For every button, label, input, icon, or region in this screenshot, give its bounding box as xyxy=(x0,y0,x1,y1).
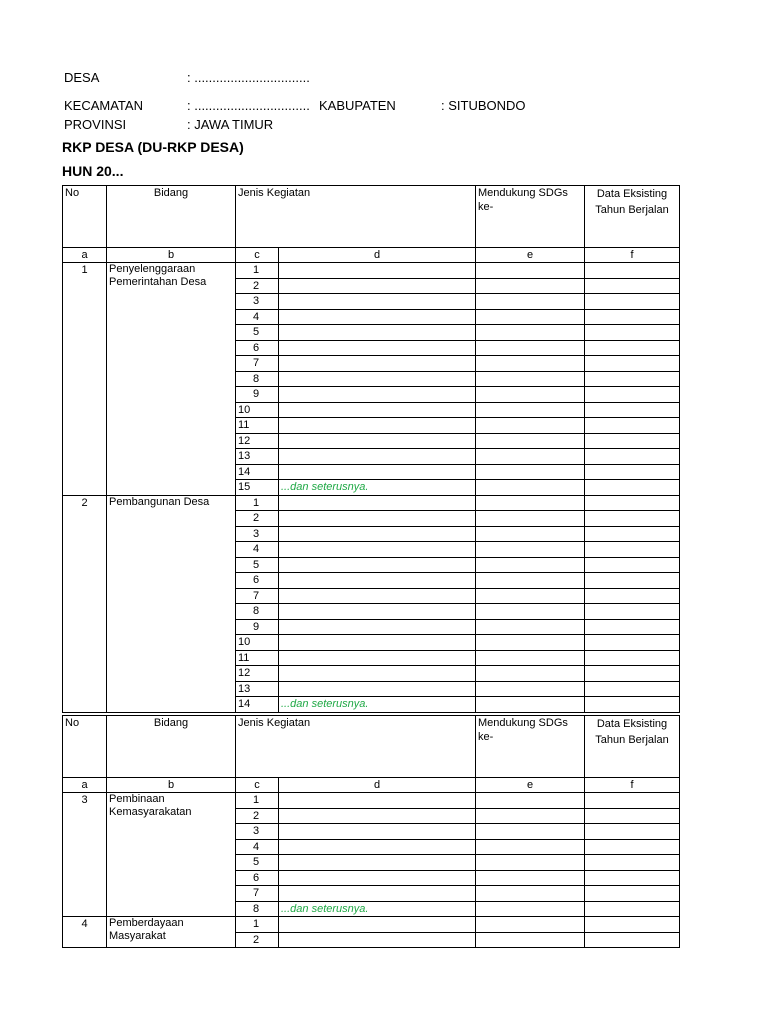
kegiatan-cell xyxy=(279,870,476,886)
kegiatan-cell xyxy=(279,402,476,418)
data-eksisting-cell xyxy=(585,263,680,279)
column-letter: a xyxy=(63,248,107,263)
document-title: RKP DESA (DU-RKP DESA) xyxy=(62,139,244,155)
row-number: 8 xyxy=(236,371,279,387)
kegiatan-cell xyxy=(279,588,476,604)
data-eksisting-cell xyxy=(585,870,680,886)
data-eksisting-cell xyxy=(585,681,680,697)
section-bidang: Pembinaan Kemasyarakatan xyxy=(107,793,236,917)
col-header-jenis-kegiatan: Jenis Kegiatan xyxy=(236,186,476,248)
kegiatan-cell xyxy=(279,886,476,902)
rkp-table-part-1 xyxy=(62,185,680,713)
rkp-table-part-2 xyxy=(62,715,680,948)
row-number: 4 xyxy=(236,839,279,855)
sdgs-cell xyxy=(476,650,585,666)
provinsi-value: : JAWA TIMUR xyxy=(187,117,274,132)
kegiatan-cell xyxy=(279,697,476,713)
kecamatan-label: KECAMATAN xyxy=(64,98,143,113)
sdgs-cell xyxy=(476,263,585,279)
provinsi-label: PROVINSI xyxy=(64,117,127,132)
row-number: 3 xyxy=(236,824,279,840)
data-eksisting-cell xyxy=(585,635,680,651)
kegiatan-cell xyxy=(279,573,476,589)
sdgs-cell xyxy=(476,402,585,418)
data-eksisting-cell xyxy=(585,325,680,341)
kegiatan-cell xyxy=(279,808,476,824)
row-number: 7 xyxy=(236,588,279,604)
data-eksisting-cell xyxy=(585,480,680,496)
row-number: 8 xyxy=(236,604,279,620)
col-header-bidang: Bidang xyxy=(107,716,236,778)
data-eksisting-cell xyxy=(585,697,680,713)
sdgs-cell xyxy=(476,886,585,902)
data-eksisting-cell xyxy=(585,604,680,620)
sdgs-cell xyxy=(476,917,585,933)
sdgs-cell xyxy=(476,697,585,713)
column-letter: e xyxy=(476,778,585,793)
sdgs-cell xyxy=(476,480,585,496)
data-eksisting-cell xyxy=(585,449,680,465)
row-number: 12 xyxy=(236,666,279,682)
row-number: 2 xyxy=(236,932,279,948)
sdgs-cell xyxy=(476,340,585,356)
row-number: 1 xyxy=(236,793,279,809)
column-letter: b xyxy=(107,248,236,263)
kegiatan-cell xyxy=(279,325,476,341)
kegiatan-cell xyxy=(279,263,476,279)
kegiatan-cell xyxy=(279,855,476,871)
sdgs-cell xyxy=(476,325,585,341)
kegiatan-cell xyxy=(279,278,476,294)
data-eksisting-cell xyxy=(585,573,680,589)
data-eksisting-cell xyxy=(585,793,680,809)
sdgs-cell xyxy=(476,619,585,635)
row-number: 6 xyxy=(236,870,279,886)
table-row xyxy=(63,917,680,933)
row-number: 7 xyxy=(236,356,279,372)
row-number: 2 xyxy=(236,278,279,294)
data-eksisting-cell xyxy=(585,402,680,418)
sdgs-cell xyxy=(476,557,585,573)
row-number: 12 xyxy=(236,433,279,449)
data-eksisting-cell xyxy=(585,542,680,558)
sdgs-cell xyxy=(476,666,585,682)
table-row xyxy=(63,793,680,809)
kabupaten-value: : SITUBONDO xyxy=(441,98,526,113)
column-letter: e xyxy=(476,248,585,263)
row-number: 15 xyxy=(236,480,279,496)
col-header-data-eksisting: Data Eksisting Tahun Berjalan xyxy=(585,186,680,248)
data-eksisting-cell xyxy=(585,666,680,682)
row-number: 4 xyxy=(236,542,279,558)
sdgs-cell xyxy=(476,901,585,917)
kegiatan-cell xyxy=(279,901,476,917)
data-eksisting-cell xyxy=(585,526,680,542)
sdgs-cell xyxy=(476,870,585,886)
section-bidang: Penyelenggaraan Pemerintahan Desa xyxy=(107,263,236,496)
data-eksisting-cell xyxy=(585,557,680,573)
kegiatan-cell xyxy=(279,824,476,840)
kegiatan-cell xyxy=(279,480,476,496)
col-header-no: No xyxy=(63,186,107,248)
kegiatan-cell xyxy=(279,387,476,403)
kegiatan-cell xyxy=(279,371,476,387)
kegiatan-cell xyxy=(279,340,476,356)
table-row xyxy=(63,263,680,279)
sdgs-cell xyxy=(476,932,585,948)
continuation-note: ...dan seterusnya. xyxy=(281,902,369,915)
section-number: 1 xyxy=(63,263,107,496)
row-number: 8 xyxy=(236,901,279,917)
sdgs-cell xyxy=(476,495,585,511)
sdgs-cell xyxy=(476,588,585,604)
row-number: 2 xyxy=(236,511,279,527)
kegiatan-cell xyxy=(279,557,476,573)
row-number: 6 xyxy=(236,340,279,356)
column-letter: f xyxy=(585,248,680,263)
row-number: 5 xyxy=(236,325,279,341)
section-bidang: Pembangunan Desa xyxy=(107,495,236,712)
data-eksisting-cell xyxy=(585,356,680,372)
row-number: 3 xyxy=(236,294,279,310)
column-letter: c xyxy=(236,248,279,263)
data-eksisting-cell xyxy=(585,650,680,666)
data-eksisting-cell xyxy=(585,901,680,917)
kegiatan-cell xyxy=(279,681,476,697)
row-number: 14 xyxy=(236,697,279,713)
kegiatan-cell xyxy=(279,294,476,310)
kegiatan-cell xyxy=(279,433,476,449)
sdgs-cell xyxy=(476,604,585,620)
row-number: 9 xyxy=(236,387,279,403)
row-number: 13 xyxy=(236,681,279,697)
kegiatan-cell xyxy=(279,495,476,511)
sdgs-cell xyxy=(476,278,585,294)
section-number: 3 xyxy=(63,793,107,917)
column-letter: b xyxy=(107,778,236,793)
column-letter: c xyxy=(236,778,279,793)
data-eksisting-cell xyxy=(585,309,680,325)
sdgs-cell xyxy=(476,808,585,824)
kegiatan-cell xyxy=(279,917,476,933)
kegiatan-cell xyxy=(279,932,476,948)
kegiatan-cell xyxy=(279,839,476,855)
row-number: 4 xyxy=(236,309,279,325)
data-eksisting-cell xyxy=(585,855,680,871)
kegiatan-cell xyxy=(279,635,476,651)
sdgs-cell xyxy=(476,573,585,589)
column-letter: d xyxy=(279,248,476,263)
column-letter-row xyxy=(63,248,680,263)
sdgs-cell xyxy=(476,635,585,651)
kegiatan-cell xyxy=(279,526,476,542)
kegiatan-cell xyxy=(279,650,476,666)
sdgs-cell xyxy=(476,824,585,840)
sdgs-cell xyxy=(476,542,585,558)
continuation-note: ...dan seterusnya. xyxy=(281,698,369,710)
sdgs-cell xyxy=(476,793,585,809)
data-eksisting-cell xyxy=(585,387,680,403)
col-header-bidang: Bidang xyxy=(107,186,236,248)
kegiatan-cell xyxy=(279,542,476,558)
column-letter: d xyxy=(279,778,476,793)
sdgs-cell xyxy=(476,433,585,449)
kegiatan-cell xyxy=(279,464,476,480)
data-eksisting-cell xyxy=(585,278,680,294)
col-header-no: No xyxy=(63,716,107,778)
row-number: 7 xyxy=(236,886,279,902)
row-number: 13 xyxy=(236,449,279,465)
sdgs-cell xyxy=(476,526,585,542)
row-number: 11 xyxy=(236,650,279,666)
data-eksisting-cell xyxy=(585,294,680,310)
kegiatan-cell xyxy=(279,511,476,527)
row-number: 5 xyxy=(236,855,279,871)
kegiatan-cell xyxy=(279,449,476,465)
desa-value: : ................................ xyxy=(187,70,310,85)
sdgs-cell xyxy=(476,418,585,434)
section-bidang: Pemberdayaan Masyarakat xyxy=(107,917,236,948)
col-header-sdgs: Mendukung SDGs ke- xyxy=(476,716,585,778)
row-number: 10 xyxy=(236,402,279,418)
row-number: 3 xyxy=(236,526,279,542)
row-number: 2 xyxy=(236,808,279,824)
row-number: 1 xyxy=(236,495,279,511)
sdgs-cell xyxy=(476,511,585,527)
kegiatan-cell xyxy=(279,356,476,372)
column-letter: f xyxy=(585,778,680,793)
sdgs-cell xyxy=(476,309,585,325)
row-number: 10 xyxy=(236,635,279,651)
row-number: 9 xyxy=(236,619,279,635)
data-eksisting-cell xyxy=(585,340,680,356)
row-number: 11 xyxy=(236,418,279,434)
column-header-row xyxy=(63,186,680,248)
sdgs-cell xyxy=(476,449,585,465)
data-eksisting-cell xyxy=(585,495,680,511)
data-eksisting-cell xyxy=(585,464,680,480)
sdgs-cell xyxy=(476,356,585,372)
sdgs-cell xyxy=(476,839,585,855)
desa-label: DESA xyxy=(64,70,100,85)
data-eksisting-cell xyxy=(585,824,680,840)
kabupaten-label: KABUPATEN xyxy=(319,98,396,113)
data-eksisting-cell xyxy=(585,886,680,902)
document-subtitle: HUN 20... xyxy=(62,163,124,179)
col-header-jenis-kegiatan: Jenis Kegiatan xyxy=(236,716,476,778)
sdgs-cell xyxy=(476,294,585,310)
row-number: 1 xyxy=(236,263,279,279)
data-eksisting-cell xyxy=(585,371,680,387)
sdgs-cell xyxy=(476,855,585,871)
table-row xyxy=(63,495,680,511)
row-number: 14 xyxy=(236,464,279,480)
row-number: 6 xyxy=(236,573,279,589)
data-eksisting-cell xyxy=(585,619,680,635)
sdgs-cell xyxy=(476,371,585,387)
data-eksisting-cell xyxy=(585,588,680,604)
col-header-sdgs: Mendukung SDGs ke- xyxy=(476,186,585,248)
data-eksisting-cell xyxy=(585,418,680,434)
section-number: 4 xyxy=(63,917,107,948)
sdgs-cell xyxy=(476,681,585,697)
kecamatan-value: : ................................ xyxy=(187,98,310,113)
column-header-row xyxy=(63,716,680,778)
data-eksisting-cell xyxy=(585,433,680,449)
row-number: 1 xyxy=(236,917,279,933)
kegiatan-cell xyxy=(279,418,476,434)
sdgs-cell xyxy=(476,387,585,403)
kegiatan-cell xyxy=(279,619,476,635)
data-eksisting-cell xyxy=(585,839,680,855)
data-eksisting-cell xyxy=(585,511,680,527)
kegiatan-cell xyxy=(279,793,476,809)
kegiatan-cell xyxy=(279,604,476,620)
data-eksisting-cell xyxy=(585,917,680,933)
sdgs-cell xyxy=(476,464,585,480)
kegiatan-cell xyxy=(279,666,476,682)
col-header-data-eksisting: Data Eksisting Tahun Berjalan xyxy=(585,716,680,778)
section-number: 2 xyxy=(63,495,107,712)
data-eksisting-cell xyxy=(585,808,680,824)
row-number: 5 xyxy=(236,557,279,573)
column-letter-row xyxy=(63,778,680,793)
column-letter: a xyxy=(63,778,107,793)
data-eksisting-cell xyxy=(585,932,680,948)
kegiatan-cell xyxy=(279,309,476,325)
continuation-note: ...dan seterusnya. xyxy=(281,481,369,493)
